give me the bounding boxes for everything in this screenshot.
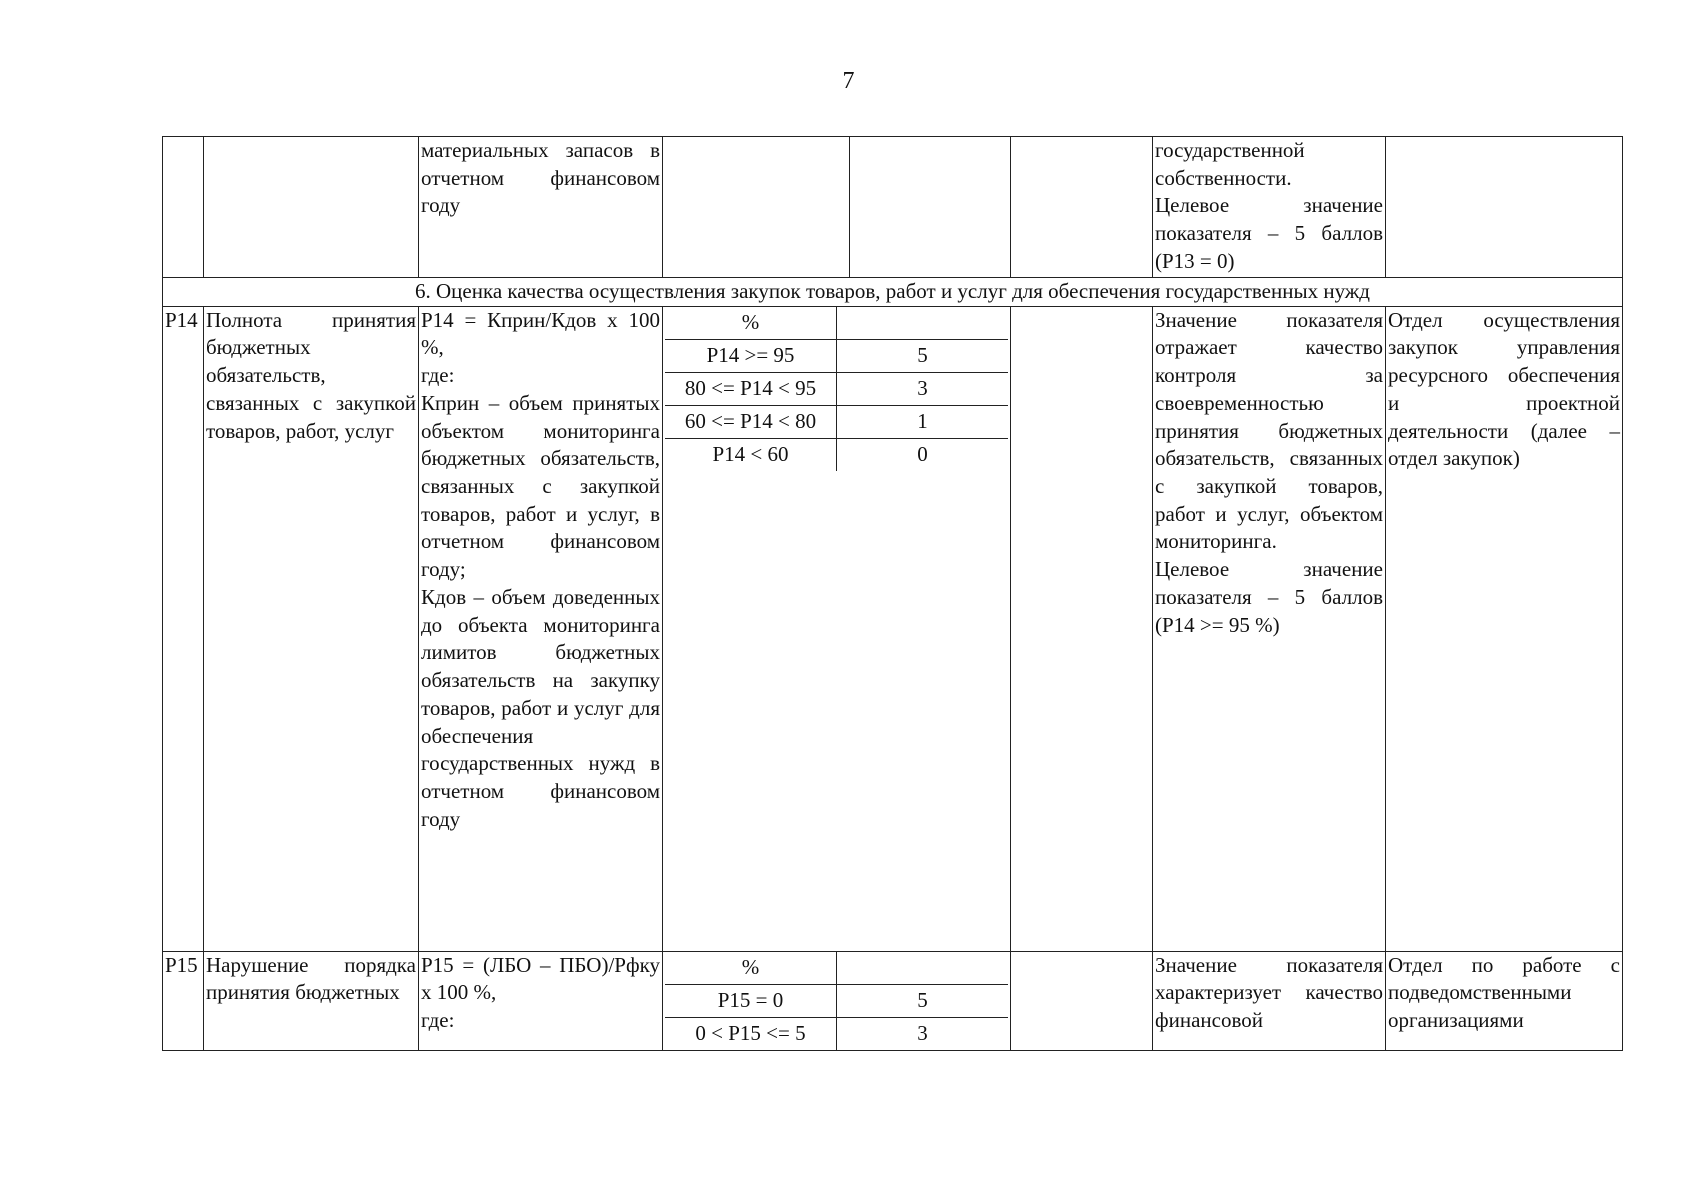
- note-paragraph: Значение показателя характеризует качество финансовой: [1155, 952, 1383, 1033]
- criteria-condition: Р14 >= 95: [665, 339, 837, 372]
- responsible-unit: Отдел по работе с подведомственными организациями: [1386, 951, 1623, 1050]
- continuation-row: [163, 137, 1623, 278]
- criteria-score: 3: [837, 372, 1009, 405]
- formula-paragraph: где:: [421, 363, 455, 388]
- criteria-condition: Р15 = 0: [665, 984, 837, 1017]
- indicator-name: Полнота принятия бюджетных обязательств, связанных с закупкой товаров, работ, услуг: [204, 306, 419, 951]
- indicators-table: [162, 136, 1623, 1051]
- note-cell: [1153, 306, 1386, 951]
- formula-cell: [419, 306, 663, 951]
- indicator-code: Р15: [163, 951, 204, 1050]
- section-header-row: [163, 278, 1623, 307]
- criteria-cell: [663, 306, 1011, 951]
- criteria-score: 1: [837, 405, 1009, 438]
- criteria-score: 3: [917, 1020, 928, 1045]
- criteria-condition: Р14 < 60: [665, 438, 837, 471]
- section-header: 6. Оценка качества осуществления закупок товаров, работ и услуг для обеспечения государственных нужд: [163, 278, 1623, 307]
- criteria-condition: 60 <= Р14 < 80: [665, 405, 837, 438]
- formula-cell: [419, 951, 663, 1050]
- criteria-table: [665, 307, 1008, 471]
- table-row: [163, 951, 1623, 1050]
- formula-paragraph: где:: [421, 1008, 455, 1033]
- criteria-score: 5: [837, 984, 1009, 1017]
- criteria-cell: [663, 951, 1011, 1050]
- note-paragraph: Целевое значение показателя – 5 баллов (Р14 >= 95 %): [1155, 557, 1383, 637]
- formula-paragraph: Кприн – объем принятых объектом мониторинга бюджетных обязательств, связанных с закупкой товаров, работ и услуг, в отчетном финансовом году;: [421, 390, 660, 582]
- unit-label: %: [665, 307, 837, 340]
- indicator-code: Р14: [163, 306, 204, 951]
- note-cell: [1153, 951, 1386, 1050]
- responsible-unit: Отдел осуществления закупок управления ресурсного обеспечения и проектной деятельности (далее – отдел закупок): [1386, 306, 1623, 951]
- criteria-score: 0: [917, 441, 928, 466]
- formula-paragraph: Кдов – объем доведенных до объекта мониторинга лимитов бюджетных обязательств на закупку товаров, работ и услуг для обеспечения государственных нужд в отчетном финансовом году: [421, 584, 660, 831]
- note-paragraph: Значение показателя отражает качество контроля за своевременностью принятия бюджетных обязательств, связанных с закупкой товаров, работ и услуг, объектом мониторинга.: [1155, 307, 1383, 554]
- table-row: [163, 306, 1623, 951]
- criteria-score: 5: [837, 339, 1009, 372]
- note-line: государственной собственности.: [1155, 138, 1305, 190]
- criteria-table: [665, 952, 1008, 1050]
- note-line: Целевое значение показателя – 5 баллов (Р13 = 0): [1155, 193, 1383, 273]
- criteria-condition: 80 <= Р14 < 95: [665, 372, 837, 405]
- formula-cell: материальных запасов в отчетном финансовом году: [419, 137, 663, 278]
- formula-paragraph: Р15 = (ЛБО – ПБО)/Рфку х 100 %,: [421, 952, 660, 1005]
- formula-paragraph: Р14 = Кприн/Кдов х 100 %,: [421, 307, 660, 360]
- note-cell: [1153, 137, 1386, 278]
- indicator-name: Нарушение порядка принятия бюджетных: [204, 951, 419, 1050]
- page-number: 7: [842, 68, 855, 94]
- unit-label: %: [665, 952, 837, 985]
- criteria-condition: 0 < Р15 <= 5: [665, 1017, 837, 1050]
